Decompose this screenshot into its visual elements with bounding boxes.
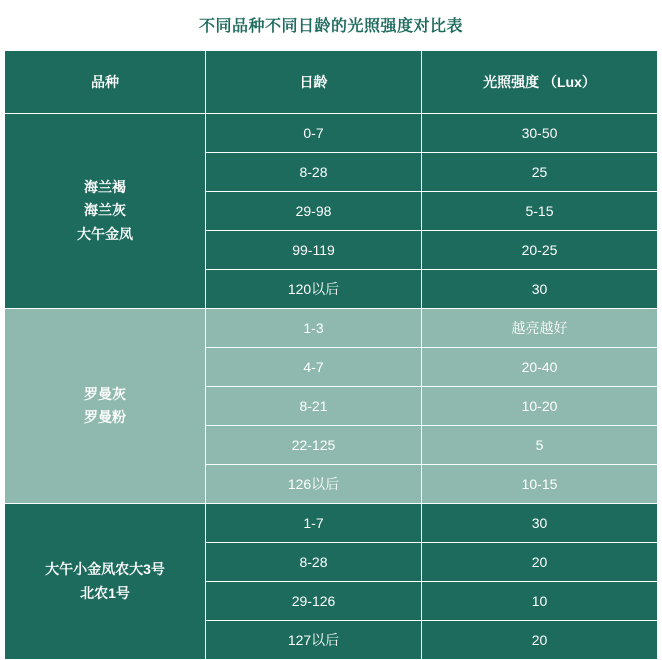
lux-cell: 25 xyxy=(422,153,658,192)
lux-cell: 30-50 xyxy=(422,114,658,153)
breed-line: 大午小金凤农大3号 xyxy=(45,561,165,578)
age-cell: 8-28 xyxy=(206,153,422,192)
table-row xyxy=(5,504,658,543)
lux-cell: 10 xyxy=(422,582,658,621)
header-lux-line1: 光照强度 xyxy=(483,73,540,90)
table-row xyxy=(5,114,658,153)
lux-cell: 5-15 xyxy=(422,192,658,231)
breed-cell xyxy=(5,114,206,309)
breed-cell xyxy=(5,504,206,660)
lux-cell: 20-40 xyxy=(422,348,658,387)
age-cell: 29-98 xyxy=(206,192,422,231)
age-cell: 4-7 xyxy=(206,348,422,387)
age-cell: 0-7 xyxy=(206,114,422,153)
breed-line: 罗曼粉 xyxy=(84,409,126,425)
table-body xyxy=(5,114,658,660)
age-cell: 1-3 xyxy=(206,309,422,348)
age-cell: 1-7 xyxy=(206,504,422,543)
lux-cell: 10-15 xyxy=(422,465,658,504)
lux-cell: 20 xyxy=(422,621,658,660)
age-cell: 8-21 xyxy=(206,387,422,426)
age-cell: 126以后 xyxy=(206,465,422,504)
breed-line: 罗曼灰 xyxy=(84,385,126,402)
lux-cell: 20 xyxy=(422,543,658,582)
header-lux-line2: （Lux） xyxy=(543,73,596,90)
header-row xyxy=(5,51,658,114)
table-row xyxy=(5,309,658,348)
age-cell: 99-119 xyxy=(206,231,422,270)
age-cell: 8-28 xyxy=(206,543,422,582)
header-age: 日龄 xyxy=(206,51,422,114)
age-cell: 120以后 xyxy=(206,270,422,309)
breed-line: 大午金凤 xyxy=(77,225,133,242)
lux-cell: 越亮越好 xyxy=(422,309,658,348)
light-intensity-table xyxy=(4,50,658,660)
breed-line: 海兰灰 xyxy=(84,202,126,219)
breed-line: 海兰褐 xyxy=(84,179,126,196)
page-title: 不同品种不同日龄的光照强度对比表 xyxy=(198,18,463,35)
lux-cell: 20-25 xyxy=(422,231,658,270)
lux-cell: 30 xyxy=(422,270,658,309)
header-breed: 品种 xyxy=(5,51,206,114)
age-cell: 127以后 xyxy=(206,621,422,660)
header-lux xyxy=(422,51,658,114)
table-header xyxy=(5,51,658,114)
lux-cell: 10-20 xyxy=(422,387,658,426)
lux-cell: 5 xyxy=(422,426,658,465)
lux-cell: 30 xyxy=(422,504,658,543)
breed-cell xyxy=(5,309,206,504)
breed-line: 北农1号 xyxy=(80,584,130,601)
age-cell: 22-125 xyxy=(206,426,422,465)
age-cell: 29-126 xyxy=(206,582,422,621)
